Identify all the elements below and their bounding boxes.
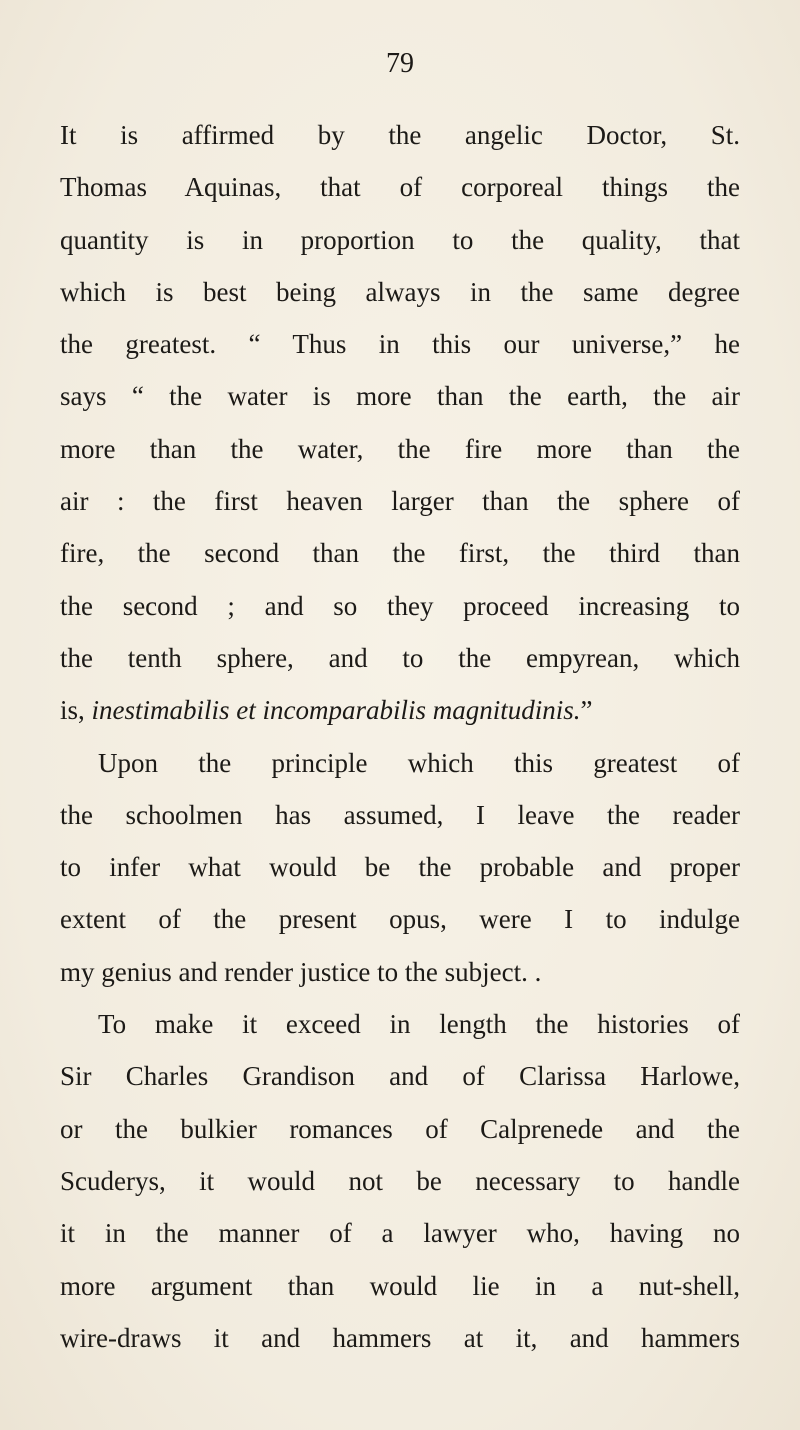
latin-line-suffix: ” xyxy=(580,695,593,726)
text-line: the second ; and so they proceed increasing to xyxy=(60,590,740,621)
latin-quote-line xyxy=(60,684,740,736)
text-line: says “ the water is more than the earth, the air xyxy=(60,381,740,412)
text-line: the tenth sphere, and to the empyrean, which xyxy=(60,642,740,673)
text-line: Thomas Aquinas, that of corporeal things the xyxy=(60,172,740,203)
text-line: or the bulkier romances of Calprenede and the xyxy=(60,1113,740,1144)
body-text xyxy=(60,109,740,1364)
text-line: to infer what would be the probable and proper xyxy=(60,852,740,883)
text-line: my genius and render justice to the subject. . xyxy=(60,956,542,987)
paragraph-start-line: Upon the principle which this greatest of xyxy=(98,747,740,778)
latin-line-prefix: is, xyxy=(60,695,92,726)
page-number: 79 xyxy=(386,48,414,79)
text-line: more argument than would lie in a nut-shell, xyxy=(60,1270,740,1301)
paragraph-start-line: To make it exceed in length the histories of xyxy=(98,1009,740,1040)
text-line: it in the manner of a lawyer who, having no xyxy=(60,1218,740,1249)
text-line: quantity is in proportion to the quality, that xyxy=(60,224,740,255)
text-line: Sir Charles Grandison and of Clarissa Harlowe, xyxy=(60,1061,740,1092)
text-line: the schoolmen has assumed, I leave the reader xyxy=(60,799,740,830)
text-line: wire-draws it and hammers at it, and hammers xyxy=(60,1322,740,1353)
latin-quote: inestimabilis et incomparabilis magnitudinis. xyxy=(91,695,581,726)
text-line: air : the first heaven larger than the sphere of xyxy=(60,486,740,517)
text-line: the greatest. “ Thus in this our universe,” he xyxy=(60,329,740,360)
text-line: Scuderys, it would not be necessary to handle xyxy=(60,1165,740,1196)
text-line: extent of the present opus, were I to indulge xyxy=(60,904,740,935)
text-line: It is affirmed by the angelic Doctor, St. xyxy=(60,120,740,150)
text-line: more than the water, the fire more than the xyxy=(60,433,740,464)
text-line: fire, the second than the first, the third than xyxy=(60,538,740,569)
text-line: which is best being always in the same degree xyxy=(60,276,740,307)
